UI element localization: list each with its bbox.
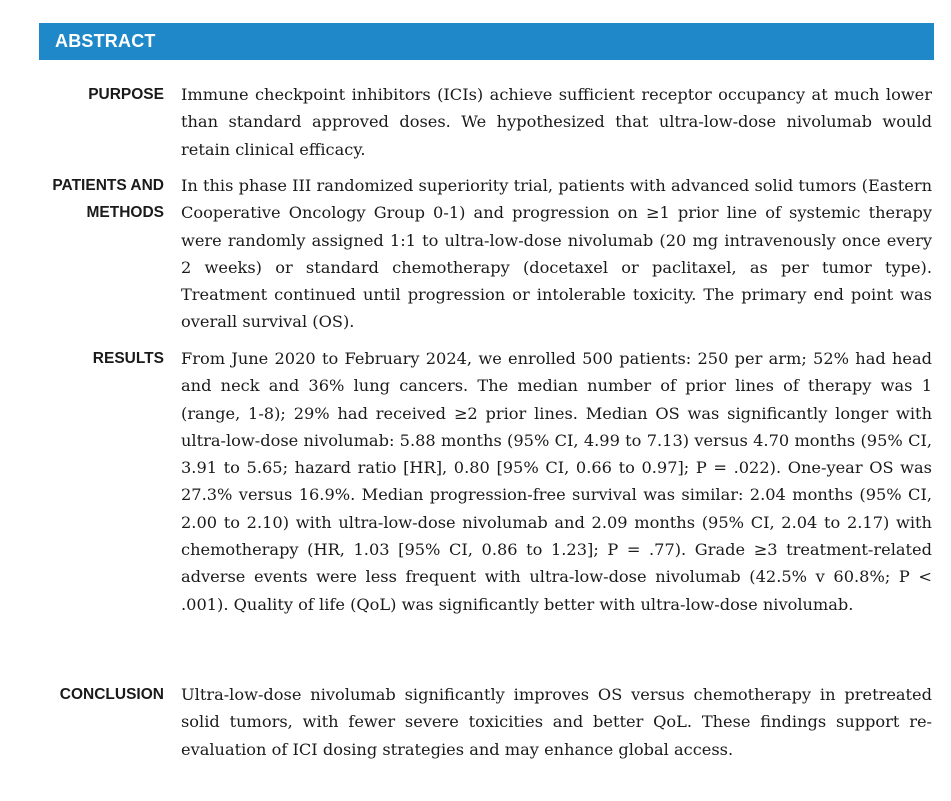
conclusion-text: Ultra-low-dose nivolumab significantly improves OS versus chemotherapy in pretreated solid tumors, with fewer severe toxicities and better QoL. These findings support re-evaluation of ICI dosing strategies and may enhance global access. xyxy=(181,685,932,759)
methods-label-line-1: PATIENTS AND xyxy=(52,177,164,194)
abstract-header-bar xyxy=(39,23,934,60)
results-text: From June 2020 to February 2024, we enrolled 500 patients: 250 per arm; 52% had head and neck and 36% lung cancers. The median number of prior lines of therapy was 1 (range, 1-8); 29% had received ≥2 prior lines. Median OS was significantly longer with ultra-low-dose nivolumab: 5.88 months (95% CI, 4.99 to 7.13) versus 4.70 months (95% CI, 3.91 to 5.65; hazard ratio [HR], 0.80 [95% CI, 0.66 to 0.97]; P = .022). One-year OS was 27.3% versus 16.9%. Median progression-free survival was similar: 2.04 months (95% CI, 2.00 to 2.10) with ultra-low-dose nivolumab and 2.09 months (95% CI, 2.04 to 2.17) with chemotherapy (HR, 1.03 [95% CI, 0.86 to 1.23]; P = .77). Grade ≥3 treatment-related adverse events were less frequent with ultra-low-dose nivolumab (42.5% v 60.8%; P < .001). Quality of life (QoL) was significantly better with ultra-low-dose nivolumab. xyxy=(181,349,932,614)
methods-text: In this phase III randomized superiority trial, patients with advanced solid tumors (Eastern Cooperative Oncology Group 0-1) and progression on ≥1 prior line of systemic therapy were randomly assigned 1:1 to ultra-low-dose nivolumab (20 mg intravenously once every 2 weeks) or standard chemotherapy (docetaxel or paclitaxel, as per tumor type). Treatment continued until progression or intolerable toxicity. The primary end point was overall survival (OS). xyxy=(181,176,932,332)
abstract-title: ABSTRACT xyxy=(55,31,156,51)
methods-label-line-2: METHODS xyxy=(86,204,164,222)
methods-label xyxy=(39,172,164,227)
conclusion-label: CONCLUSION xyxy=(59,686,164,703)
purpose-label: PURPOSE xyxy=(88,86,164,103)
purpose-text: Immune checkpoint inhibitors (ICIs) achieve sufficient receptor occupancy at much lower than standard approved doses. We hypothesized that ultra-low-dose nivolumab would retain clinical efficacy. xyxy=(181,85,932,159)
results-label: RESULTS xyxy=(92,350,164,367)
